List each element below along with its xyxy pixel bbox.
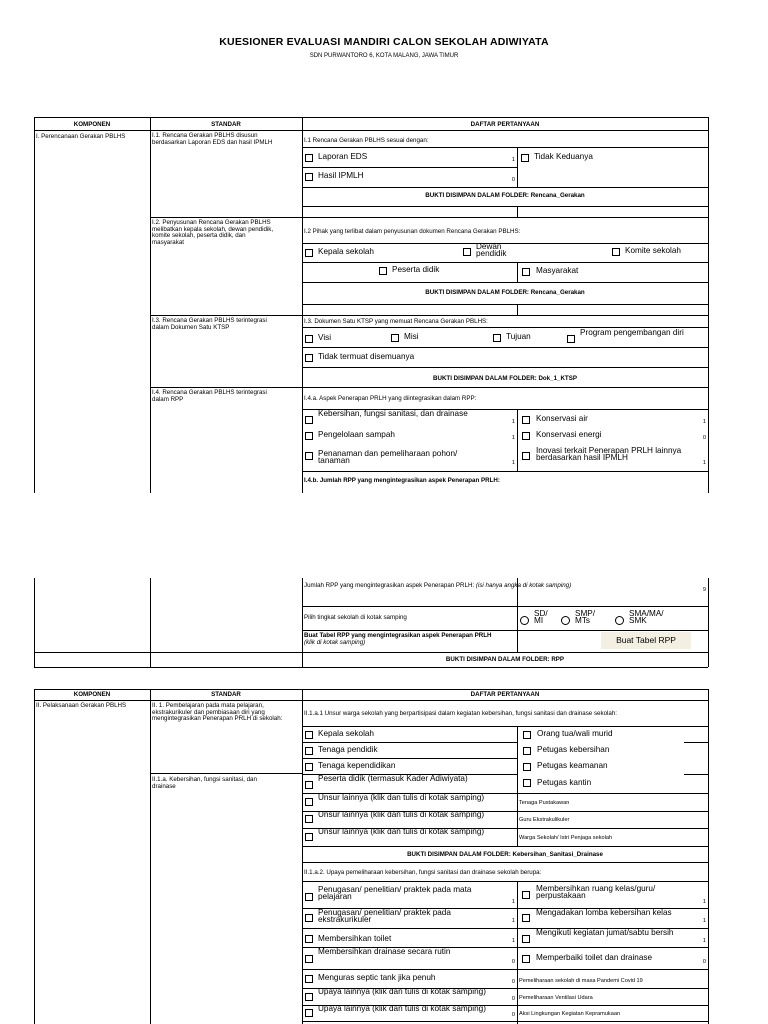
value-lomba-kebersihan: 1 (702, 918, 706, 924)
value-pengelolaan-sampah: 1 (511, 435, 515, 441)
option-bersihkan-kelas: Membersihkan ruang kelas/guru/ perpustakaan (536, 884, 656, 901)
checkbox-laporan-eds[interactable] (305, 154, 313, 162)
option-konservasi-air: Konservasi air (536, 414, 588, 423)
question-2-1-a-1: II.1.a.1 Unsur warga sekolah yang berpartisipasi dalam kegiatan kebersihan, fungsi sanitasi dan drainase sekolah: (304, 710, 617, 717)
value-kuras-septic: 0 (511, 979, 515, 985)
option-unsur-lainnya-1: Unsur lainnya (klik dan tulis di kotak samping) (318, 793, 485, 802)
checkbox-peserta-didik-1[interactable] (379, 267, 387, 275)
option-pengelolaan-sampah: Pengelolaan sampah (318, 430, 395, 439)
checkbox-jumat-bersih[interactable] (522, 935, 530, 943)
option-petugas-kebersihan: Petugas kebersihan (537, 745, 610, 754)
value-bersihkan-drainase: 0 (511, 959, 515, 965)
option-dewan-pendidik: Dewan pendidik (476, 242, 507, 259)
option-misi: Misi (404, 332, 419, 341)
value-upaya-lainnya-2: 0 (511, 1012, 515, 1018)
standar-1-1: I.1. Rencana Gerakan PBLHS disusun berdasarkan Laporan EDS dan hasil IPMLH (152, 132, 273, 146)
value-kebersihan-drainase: 1 (511, 419, 515, 425)
option-petugas-keamanan: Petugas keamanan (537, 761, 608, 770)
question-1-1: I.1 Rencana Gerakan PBLHS sesuai dengan: (304, 137, 429, 144)
checkbox-unsur-lainnya-1[interactable] (305, 798, 313, 806)
unsur-lainnya-3-text[interactable]: Warga Sekolah/ Istri Penjaga sekolah (519, 835, 613, 841)
checkbox-hasil-ipmlh[interactable] (305, 173, 313, 181)
value-tugas-mapel: 1 (511, 899, 515, 905)
level-smp-mts: SMP/ MTs (575, 609, 596, 626)
level-sma-smk: SMA/MA/ SMK (629, 609, 664, 626)
option-tenaga-pendidik: Tenaga pendidik (318, 745, 378, 754)
komponen-1: I. Perencanaan Gerakan PBLHS (36, 133, 126, 140)
option-unsur-lainnya-3: Unsur lainnya (klik dan tulis di kotak samping) (318, 827, 485, 836)
header-daftar-2: DAFTAR PERTANYAAN (470, 691, 540, 698)
checkbox-upaya-lainnya-1[interactable] (305, 993, 313, 1001)
option-lomba-kebersihan: Mengadakan lomba kebersihan kelas (536, 908, 672, 917)
document-subtitle: SDN PURWANTORO 6, KOTA MALANG, JAWA TIMUR (309, 53, 459, 59)
checkbox-petugas-kantin[interactable] (523, 779, 531, 787)
checkbox-penanaman-pohon[interactable] (305, 452, 313, 460)
checkbox-kepala-sekolah-1[interactable] (305, 249, 313, 257)
header-daftar: DAFTAR PERTANYAAN (470, 121, 540, 128)
bukti-1-3: BUKTI DISIMPAN DALAM FOLDER: Dok_1_KTSP (433, 375, 577, 382)
value-konservasi-air: 1 (702, 419, 706, 425)
checkbox-visi[interactable] (305, 335, 313, 343)
checkbox-tenaga-kependidikan[interactable] (305, 763, 313, 771)
option-peserta-didik-2: Peserta didik (termasuk Kader Adiwiyata) (318, 774, 468, 783)
checkbox-program-pengembangan[interactable] (567, 335, 575, 343)
checkbox-orang-tua[interactable] (523, 731, 531, 739)
upaya-lainnya-text-2[interactable]: Pemeliharaan Ventilasi Udara (519, 995, 593, 1001)
option-tenaga-kependidikan: Tenaga kependidikan (318, 761, 396, 770)
option-tidak-termuat: Tidak termuat disemuanya (318, 352, 415, 361)
value-tugas-ekskul: 1 (511, 918, 515, 924)
question-1-3: I.3. Dokumen Satu KTSP yang memuat Rencana Gerakan PBLHS: (304, 318, 488, 325)
option-upaya-lainnya-1: Upaya lainnya (klik dan tulis di kotak samping) (318, 987, 486, 996)
checkbox-tenaga-pendidik[interactable] (305, 747, 313, 755)
upaya-lainnya-text-3[interactable]: Aksi Lingkungan Kegiatan Kepramukaan (519, 1011, 621, 1017)
value-inovasi-prlh: 1 (702, 460, 706, 466)
checkbox-dewan-pendidik[interactable] (463, 248, 471, 256)
option-kuras-septic: Menguras septic tank jika penuh (318, 973, 436, 982)
unsur-lainnya-1-text[interactable]: Tenaga Pustakawan (519, 800, 570, 806)
checkbox-tujuan[interactable] (493, 334, 501, 342)
option-tujuan: Tujuan (506, 332, 531, 341)
question-1-4a: I.4.a. Aspek Penerapan PRLH yang diintegrasikan dalam RPP: (304, 395, 477, 402)
option-bersihkan-drainase: Membersihkan drainase secara rutin (318, 947, 451, 956)
option-perbaiki-toilet: Memperbaiki toilet dan drainase (536, 953, 653, 962)
document-title: KUESIONER EVALUASI MANDIRI CALON SEKOLAH ADIWIYATA (219, 36, 549, 48)
option-penanaman-pohon: Penanaman dan pemeliharaan pohon/ tanaman (318, 449, 458, 466)
option-masyarakat: Masyarakat (536, 266, 579, 275)
value-jumat-bersih: 1 (702, 938, 706, 944)
question-2-1-a-2: II.1.a.2. Upaya pemeliharaan kebersihan, fungsi sanitasi dan drainase sekolah berupa: (304, 869, 542, 876)
bukti-2-1: BUKTI DISIMPAN DALAM FOLDER: Kebersihan_Sanitasi_Drainase (407, 851, 603, 858)
value-bersihkan-kelas: 1 (702, 899, 706, 905)
option-visi: Visi (318, 333, 332, 342)
option-kepala-sekolah-2: Kepala sekolah (318, 729, 374, 738)
checkbox-upaya-lainnya-2[interactable] (305, 1009, 313, 1017)
checkbox-inovasi-prlh[interactable] (522, 452, 530, 460)
radio-sma-smk[interactable] (615, 616, 624, 625)
checkbox-kepala-sekolah-2[interactable] (305, 731, 313, 739)
option-kebersihan-drainase: Kebersihan, fungsi sanitasi, dan drainase (318, 409, 468, 418)
checkbox-bersihkan-kelas[interactable] (522, 891, 530, 899)
checkbox-tugas-mapel[interactable] (305, 893, 313, 901)
standar-1-2: I.2. Penyusunan Rencana Gerakan PBLHS melibatkan kepala sekolah, dewan pendidik, komite sekolah, peserta didik, dan masyarakat (152, 219, 274, 246)
option-bersihkan-toilet: Membersihkan toilet (318, 934, 392, 943)
standar-2-1: II. 1. Pembelajaran pada mata pelajaran, ekstrakurikuler dan pembiasaan diri yang mengintegrasikan Penerapan PRLH di sekolah: (152, 702, 283, 723)
unsur-lainnya-2-text[interactable]: Guru Ekstrakulikuler (519, 817, 570, 823)
option-tugas-mapel: Penugasan/ penelitian/ praktek pada mata pelajaran (318, 885, 472, 902)
header-komponen-2: KOMPONEN (73, 691, 111, 698)
value-konservasi-energi: 0 (702, 435, 706, 441)
standar-1-3: I.3. Rencana Gerakan PBLHS terintegrasi dalam Dokumen Satu KTSP (152, 317, 267, 331)
option-konservasi-energi: Konservasi energi (536, 430, 602, 439)
option-tugas-ekskul: Penugasan/ penelitian/ praktek pada ekstrakurikuler (318, 908, 451, 925)
checkbox-kebersihan-drainase[interactable] (305, 416, 313, 424)
checkbox-perbaiki-toilet[interactable] (522, 955, 530, 963)
question-1-4b: I.4.b. Jumlah RPP yang mengintegrasikan aspek Penerapan PRLH: (304, 477, 500, 484)
bukti-rpp: BUKTI DISIMPAN DALAM FOLDER: RPP (445, 656, 565, 663)
header-standar-2: STANDAR (211, 691, 241, 698)
radio-sd-mi[interactable] (520, 616, 529, 625)
option-hasil-ipmlh: Hasil IPMLH (318, 171, 364, 180)
level-sd-mi: SD/ MI (534, 609, 548, 626)
value-upaya-lainnya-1: 0 (511, 996, 515, 1002)
value-laporan-eds: 1 (511, 157, 515, 163)
checkbox-konservasi-energi[interactable] (522, 432, 530, 440)
value-hasil-ipmlh: 0 (511, 177, 515, 183)
checkbox-konservasi-air[interactable] (522, 416, 530, 424)
komponen-2: II. Pelaksanaan Gerakan PBLHS (36, 702, 127, 709)
bukti-1-2: BUKTI DISIMPAN DALAM FOLDER: Rencana_Gerakan (425, 289, 585, 296)
option-jumat-bersih: Mengikuti kegiatan jumat/sabtu bersih (536, 928, 674, 937)
option-tidak-keduanya: Tidak Keduanya (534, 152, 593, 161)
header-komponen: KOMPONEN (73, 121, 111, 128)
value-bersihkan-toilet: 1 (511, 938, 515, 944)
level-label: Pilih tingkat sekolah di kotak samping (304, 614, 407, 621)
option-petugas-kantin: Petugas kantin (537, 778, 592, 787)
table-rpp-label: Buat Tabel RPP yang mengintegrasikan aspek Penerapan PRLH (304, 632, 492, 639)
checkbox-unsur-lainnya-3[interactable] (305, 833, 313, 841)
checkbox-tugas-ekskul[interactable] (305, 914, 313, 922)
buat-tabel-rpp-button[interactable]: Buat Tabel RPP (601, 632, 691, 649)
option-orang-tua: Orang tua/wali murid (537, 729, 613, 738)
option-upaya-lainnya-2: Upaya lainnya (klik dan tulis di kotak samping) (318, 1004, 486, 1013)
value-perbaiki-toilet: 0 (702, 959, 706, 965)
header-standar: STANDAR (211, 121, 241, 128)
rpp-count-label: Jumlah RPP yang mengintegrasikan aspek Penerapan PRLH: (isi hanya angka di kotak samping) (304, 582, 572, 589)
table-rpp-hint: (klik di kotak samping) (304, 639, 366, 646)
checkbox-tidak-termuat[interactable] (305, 354, 313, 362)
rpp-count-value[interactable]: 9 (702, 587, 706, 593)
checkbox-kuras-septic[interactable] (305, 975, 313, 983)
checkbox-petugas-kebersihan[interactable] (523, 747, 531, 755)
checkbox-peserta-didik-2[interactable] (305, 781, 313, 789)
option-laporan-eds: Laporan EDS (318, 152, 368, 161)
upaya-lainnya-text-1[interactable]: Pemeliharaan sekolah di masa Pandemi Covid 19 (519, 978, 643, 984)
value-penanaman-pohon: 1 (511, 460, 515, 466)
option-komite-sekolah: Komite sekolah (625, 246, 681, 255)
standar-1-4: I.4. Rencana Gerakan PBLHS terintegrasi dalam RPP (152, 389, 267, 403)
checkbox-bersihkan-toilet[interactable] (305, 935, 313, 943)
checkbox-petugas-keamanan[interactable] (523, 763, 531, 771)
standar-2-1-a: II.1.a. Kebersihan, fungsi sanitasi, dan drainase (152, 776, 257, 790)
checkbox-bersihkan-drainase[interactable] (305, 955, 313, 963)
option-peserta-didik-1: Peserta didik (392, 265, 440, 274)
question-1-2: I.2 Pihak yang terlibat dalam penyusunan dokumen Rencana Gerakan PBLHS: (304, 228, 521, 235)
checkbox-masyarakat[interactable] (522, 268, 530, 276)
checkbox-lomba-kebersihan[interactable] (522, 914, 530, 922)
checkbox-komite-sekolah[interactable] (612, 248, 620, 256)
checkbox-unsur-lainnya-2[interactable] (305, 815, 313, 823)
option-unsur-lainnya-2: Unsur lainnya (klik dan tulis di kotak samping) (318, 810, 485, 819)
checkbox-tidak-keduanya[interactable] (521, 154, 529, 162)
radio-smp-mts[interactable] (561, 616, 570, 625)
option-inovasi-prlh: Inovasi terkait Penerapan PRLH lainnya berdasarkan hasil IPMLH (536, 446, 682, 463)
checkbox-pengelolaan-sampah[interactable] (305, 432, 313, 440)
option-kepala-sekolah-1: Kepala sekolah (318, 247, 374, 256)
bukti-1-1: BUKTI DISIMPAN DALAM FOLDER: Rencana_Gerakan (425, 192, 585, 199)
checkbox-misi[interactable] (391, 334, 399, 342)
option-program-pengembangan: Program pengembangan diri (580, 328, 684, 337)
